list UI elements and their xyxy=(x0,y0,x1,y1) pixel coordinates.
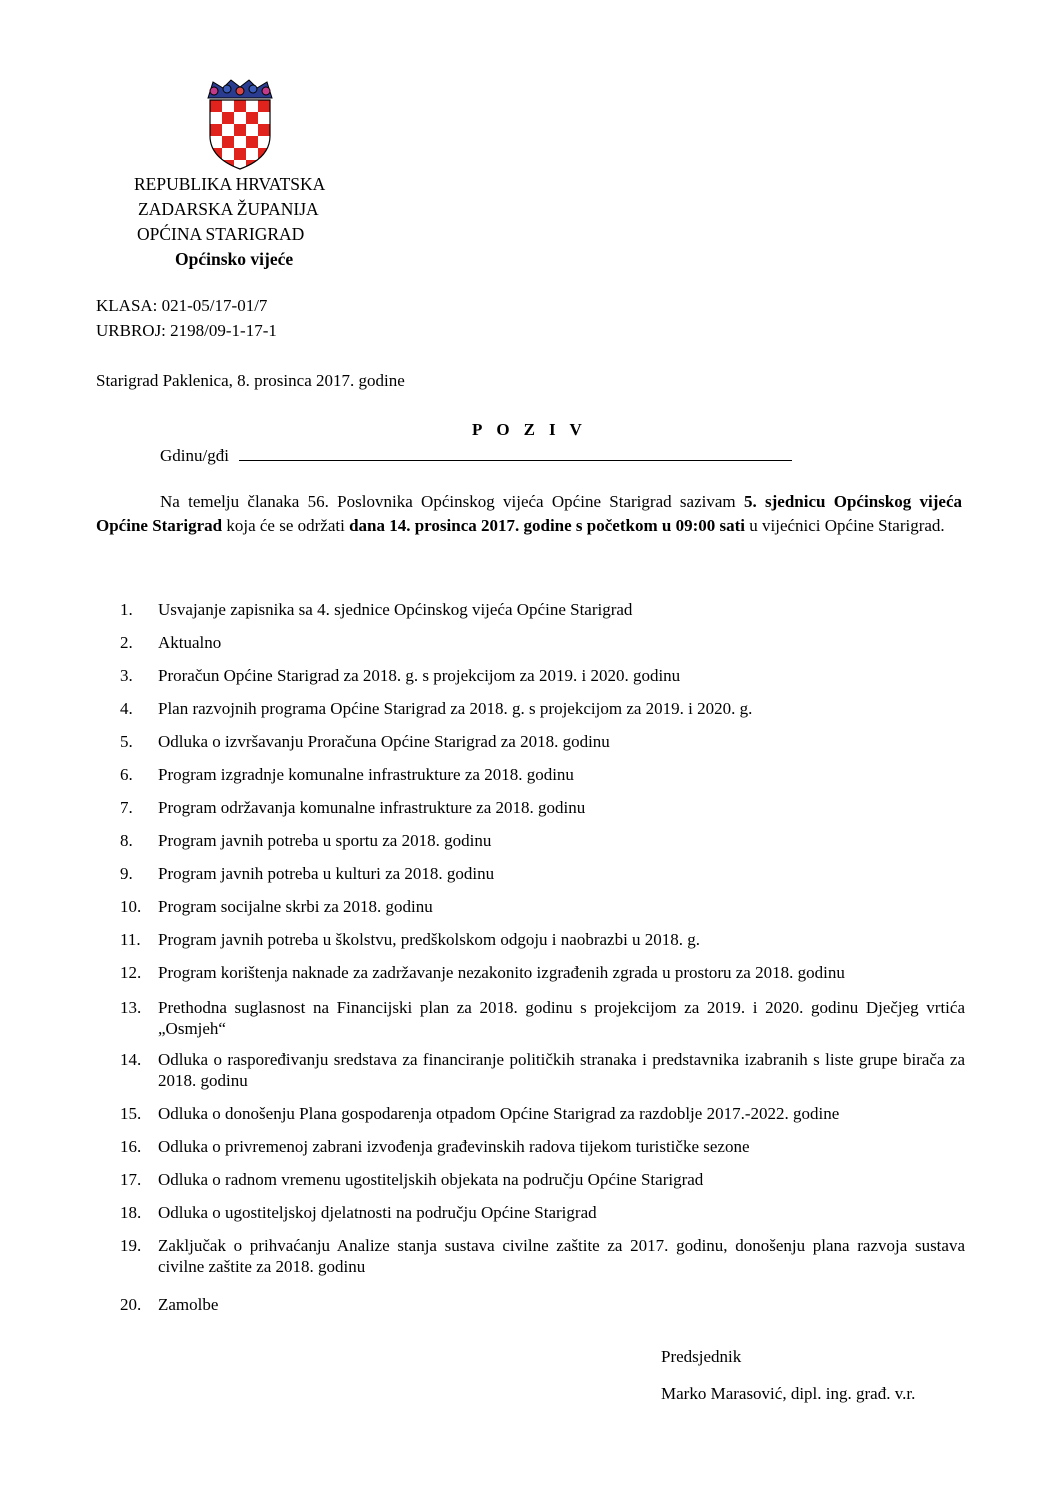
agenda-item-number: 10. xyxy=(120,897,142,916)
agenda-item-text: Aktualno xyxy=(158,633,222,652)
header-county: ZADARSKA ŽUPANIJA xyxy=(138,199,319,219)
agenda-item xyxy=(120,1136,965,1157)
agenda-item-text: Program korištenja naknade za zadržavanje nezakonito izgrađenih zgrada u prostoru za 2018. godinu xyxy=(158,963,845,982)
agenda-item-text: Program socijalne skrbi za 2018. godinu xyxy=(158,897,433,916)
signature-role: Predsjednik xyxy=(661,1347,742,1366)
agenda-item xyxy=(120,632,965,653)
agenda-item xyxy=(120,896,965,917)
agenda-item-text: Odluka o radnom vremenu ugostiteljskih objekata na području Općine Starigrad xyxy=(158,1170,704,1189)
agenda-item-number: 8. xyxy=(120,831,133,850)
agenda-item xyxy=(120,1294,965,1315)
agenda-item-number: 1. xyxy=(120,600,133,619)
agenda-item-number: 9. xyxy=(120,864,133,883)
agenda-item-number: 18. xyxy=(120,1203,142,1222)
agenda-item-text: Program javnih potreba u kulturi za 2018. godinu xyxy=(158,864,495,883)
croatian-coat-of-arms-icon xyxy=(205,78,275,170)
salutation xyxy=(160,446,792,466)
agenda-item xyxy=(120,1169,965,1190)
place-date: Starigrad Paklenica, 8. prosinca 2017. godine xyxy=(96,371,405,390)
agenda-item-text: Plan razvojnih programa Općine Starigrad za 2018. g. s projekcijom za 2019. i 2020. g. xyxy=(158,699,753,718)
agenda-item xyxy=(120,599,965,620)
agenda-item-text: Usvajanje zapisnika sa 4. sjednice Općinskog vijeća Općine Starigrad xyxy=(158,600,633,619)
agenda-item-number: 2. xyxy=(120,633,133,652)
agenda-item-number: 19. xyxy=(120,1236,142,1255)
intro-date-time: dana 14. prosinca 2017. godine s početkom u 09:00 sati xyxy=(349,516,745,535)
document-title: POZIV xyxy=(472,420,596,439)
agenda-item-number: 4. xyxy=(120,699,133,718)
header-council: Općinsko vijeće xyxy=(175,249,294,269)
agenda-item-number: 14. xyxy=(120,1050,142,1069)
signature-name: Marko Marasović, dipl. ing. građ. v.r. xyxy=(661,1384,916,1403)
intro-text-3: u vijećnici Općine Starigrad. xyxy=(745,516,945,535)
agenda-item-text: Zamolbe xyxy=(158,1295,219,1314)
agenda-item xyxy=(120,997,965,1039)
agenda-item xyxy=(120,665,965,686)
salutation-label: Gdinu/gđi xyxy=(160,446,229,465)
agenda-item xyxy=(120,1103,965,1124)
agenda-item xyxy=(120,830,965,851)
agenda-item-number: 11. xyxy=(120,930,141,949)
agenda-item-text: Program javnih potreba u školstvu, predškolskom odgoju i naobrazbi u 2018. g. xyxy=(158,930,701,949)
agenda-item-text: Odluka o ugostiteljskoj djelatnosti na području Općine Starigrad xyxy=(158,1203,597,1222)
agenda-item-number: 12. xyxy=(120,963,142,982)
agenda-item-text: Program javnih potreba u sportu za 2018. godinu xyxy=(158,831,492,850)
header-country: REPUBLIKA HRVATSKA xyxy=(134,174,326,194)
agenda-item-text: Odluka o raspoređivanju sredstava za financiranje političkih stranaka i predstavnika izabranih s liste grupe birača za 2018. godinu xyxy=(158,1050,965,1090)
agenda-item-text: Proračun Općine Starigrad za 2018. g. s projekcijom za 2019. i 2020. godinu xyxy=(158,666,681,685)
agenda-item xyxy=(120,1049,965,1091)
intro-text-2: koja će se održati xyxy=(222,516,350,535)
agenda-item-text: Odluka o privremenoj zabrani izvođenja građevinskih radova tijekom turističke sezone xyxy=(158,1137,750,1156)
agenda-item xyxy=(120,863,965,884)
agenda-item-text: Odluka o donošenju Plana gospodarenja otpadom Općine Starigrad za razdoblje 2017.-2022. godine xyxy=(158,1104,840,1123)
klasa: KLASA: 021-05/17-01/7 xyxy=(96,296,268,315)
agenda-item-number: 17. xyxy=(120,1170,142,1189)
agenda-item-number: 3. xyxy=(120,666,133,685)
header-municipality: OPĆINA STARIGRAD xyxy=(137,224,305,244)
agenda-item-number: 13. xyxy=(120,998,142,1017)
agenda-item-number: 20. xyxy=(120,1295,142,1314)
urbroj: URBROJ: 2198/09-1-17-1 xyxy=(96,321,277,340)
agenda-item xyxy=(120,962,965,983)
agenda-item-number: 6. xyxy=(120,765,133,784)
addressee-blank-line xyxy=(239,446,792,461)
agenda-item xyxy=(120,1202,965,1223)
agenda-item-text: Odluka o izvršavanju Proračuna Općine Starigrad za 2018. godinu xyxy=(158,732,610,751)
intro-paragraph xyxy=(96,490,962,538)
agenda-list xyxy=(120,599,965,1315)
agenda-item-number: 15. xyxy=(120,1104,142,1123)
agenda-item-text: Zaključak o prihvaćanju Analize stanja sustava civilne zaštite za 2017. godinu, donošenju plana razvoja sustava civilne zaštite za 2018. godinu xyxy=(158,1236,965,1276)
agenda-item-number: 7. xyxy=(120,798,133,817)
agenda-item xyxy=(120,1235,965,1277)
agenda-item-number: 5. xyxy=(120,732,133,751)
agenda-item xyxy=(120,764,965,785)
agenda-item xyxy=(120,929,965,950)
agenda-item xyxy=(120,797,965,818)
intro-text-1: Na temelju članaka 56. Poslovnika Općinskog vijeća Općine Starigrad sazivam xyxy=(160,492,744,511)
agenda-item-text: Program izgradnje komunalne infrastrukture za 2018. godinu xyxy=(158,765,574,784)
agenda-item-text: Prethodna suglasnost na Financijski plan za 2018. godinu s projekcijom za 2019. i 2020. godinu Dječjeg vrtića „Osmjeh“ xyxy=(158,998,965,1038)
agenda-item-text: Program održavanja komunalne infrastrukture za 2018. godinu xyxy=(158,798,586,817)
intro-session: 5. sjednicu Općinskog vijeća Općine Starigrad xyxy=(96,492,963,535)
agenda-item-number: 16. xyxy=(120,1137,142,1156)
agenda-item xyxy=(120,731,965,752)
agenda-item xyxy=(120,698,965,719)
